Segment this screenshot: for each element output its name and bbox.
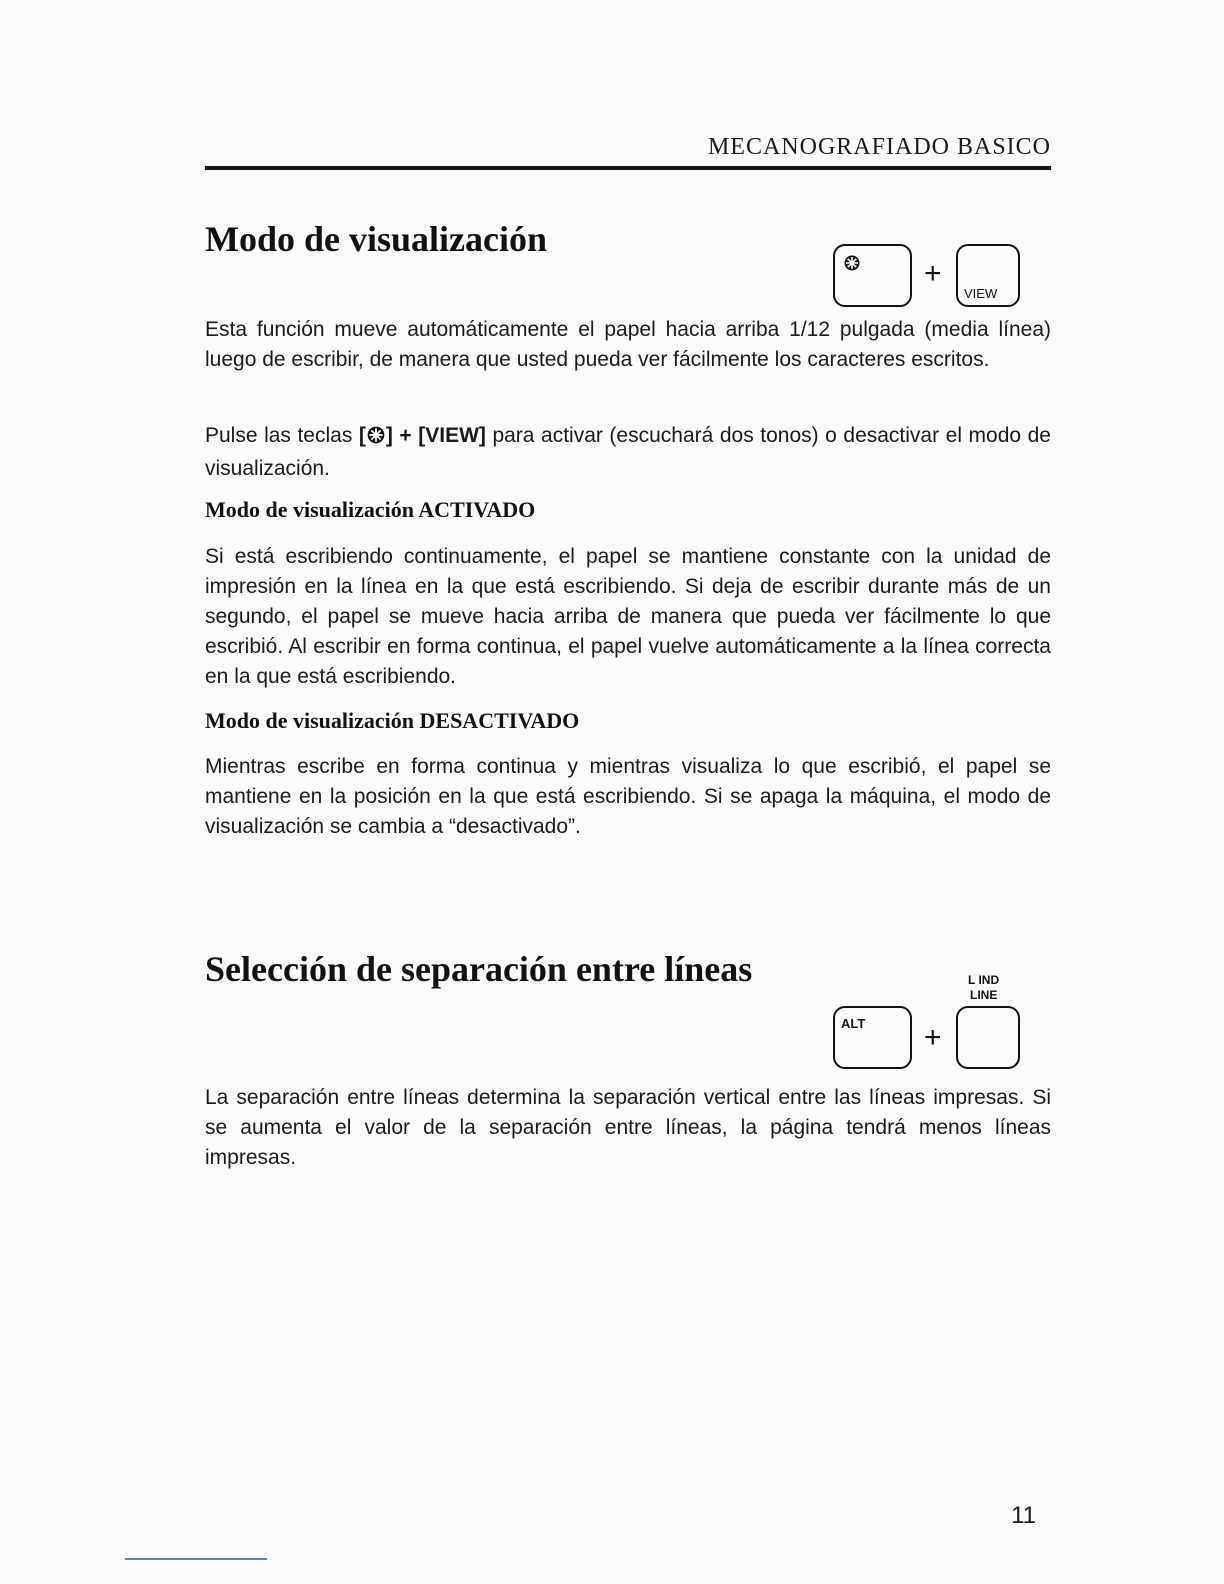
instr-key1-close: ] [385, 424, 393, 447]
subhead-view-off: Modo de visualización DESACTIVADO [205, 708, 580, 733]
view-off-text: Mientras escribe en forma continua y mientras visualiza lo que escribió, el papel se mantiene en la posición en la que está escribiendo. Si se apaga la máquina, el modo de visualización se cambia a “desactivado”. [205, 755, 1051, 838]
instr-plus: + [392, 424, 419, 447]
scan-edge-line [125, 1558, 267, 1560]
instr-post: para activar (escuchará dos tonos) o desactivar el modo de visualización. [205, 424, 1051, 480]
view-mode-instructions [205, 421, 1051, 484]
section-title-view-mode: Modo de visualización [205, 219, 548, 259]
section-title-line-spacing: Selección de separación entre líneas [205, 949, 753, 989]
code-key [833, 244, 912, 307]
snowflake-icon [843, 254, 861, 272]
instr-key2: [VIEW] [418, 424, 486, 447]
line-spacing-description: La separación entre líneas determina la separación vertical entre las líneas impresas. Si se aumenta el valor de la separación entre líneas, la página tendrá menos líneas impresas. [205, 1086, 1051, 1169]
view-key-label: VIEW [964, 286, 998, 301]
view-on-text: Si está escribiendo continuamente, el papel se mantiene constante con la unidad de impresión en la línea en la que está escribiendo. Si deja de escribir durante más de un segundo, el papel se mueve hacia arriba de manera que pueda ver fácilmente lo que escribió. Al escribir en forma continua, el papel vuelve automáticamente a la línea correcta en la que está escribiendo. [205, 545, 1051, 688]
view-mode-description: Esta función mueve automáticamente el papel hacia arriba 1/12 pulgada (media línea) luego de escribir, de manera que usted pueda ver fácilmente los caracteres escritos. [205, 318, 1051, 371]
subhead-view-on: Modo de visualización ACTIVADO [205, 497, 536, 522]
line-label: LINE [970, 988, 998, 1002]
instr-pre: Pulse las teclas [205, 424, 359, 447]
alt-key [833, 1006, 912, 1069]
lind-label: L IND [968, 973, 1000, 987]
plus-sign: + [924, 1021, 942, 1054]
alt-key-label: ALT [841, 1016, 866, 1031]
line-key [956, 1006, 1020, 1069]
header-rule [205, 166, 1051, 170]
running-head: MECANOGRAFIADO BASICO [707, 134, 1051, 160]
view-key [956, 244, 1020, 307]
instr-key1-open: [ [358, 424, 366, 447]
page-number: 11 [1011, 1502, 1036, 1529]
snowflake-icon [366, 424, 386, 454]
plus-sign: + [924, 257, 942, 290]
